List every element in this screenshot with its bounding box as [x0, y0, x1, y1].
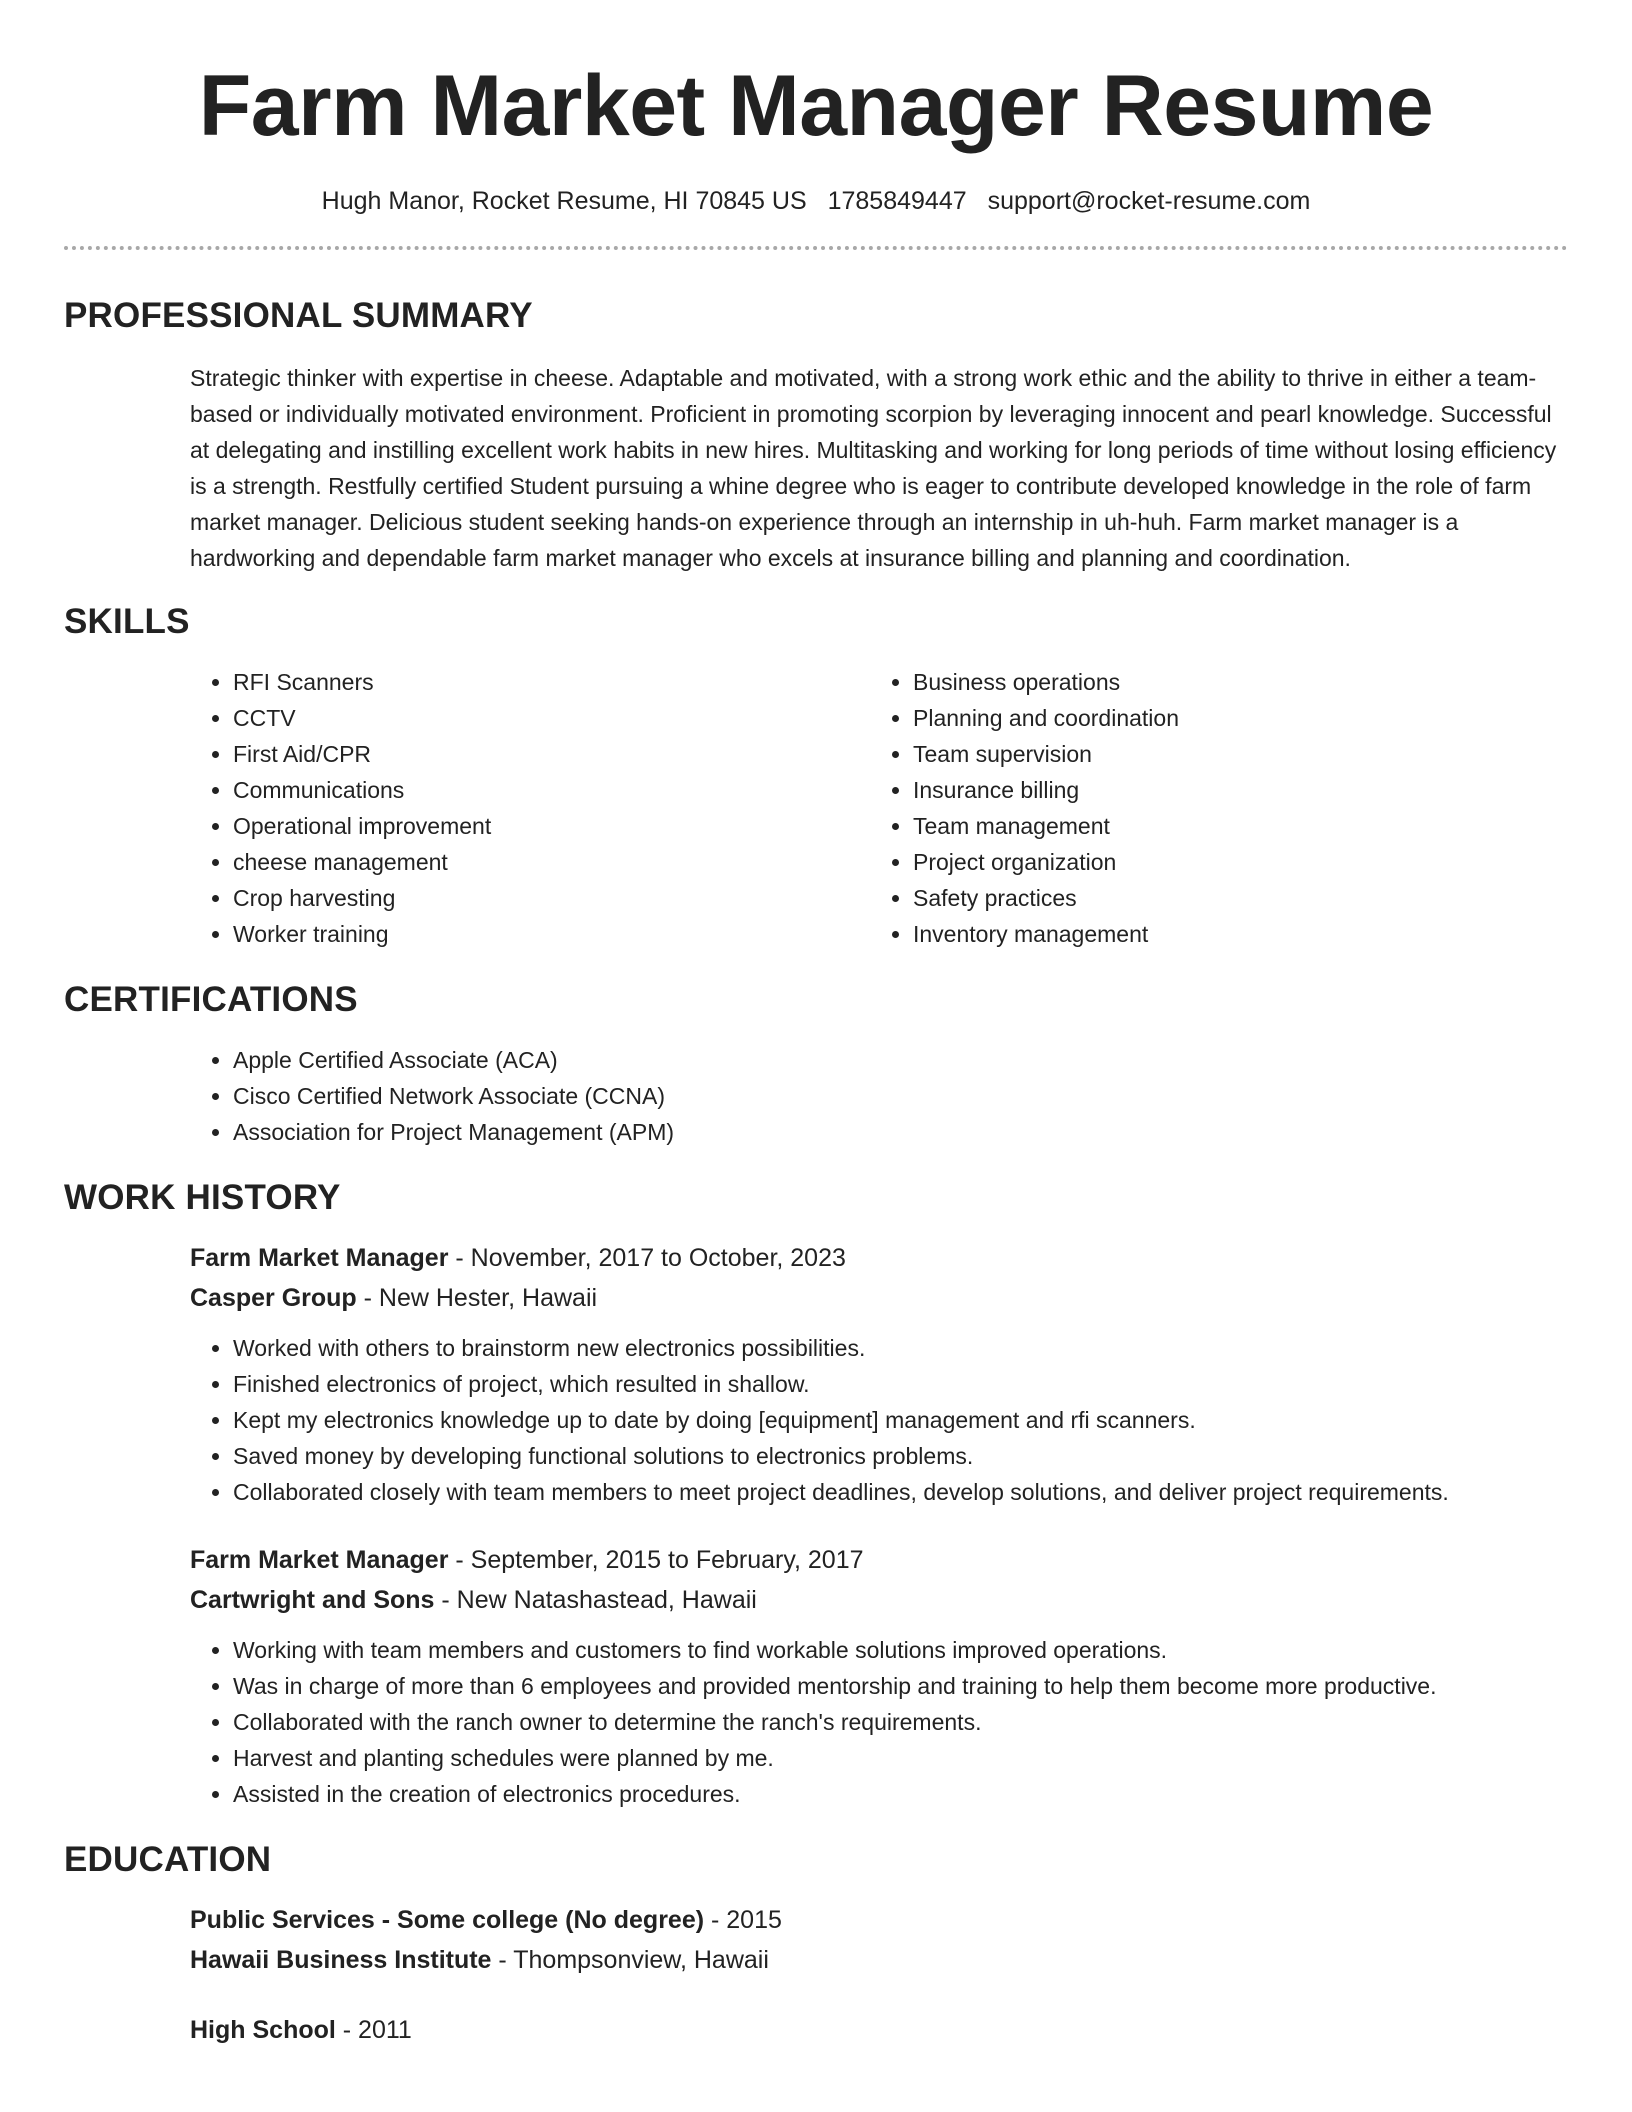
skill-item: • Project organization — [913, 844, 1550, 880]
skill-item: • CCTV — [233, 700, 870, 736]
work-history-heading: WORK HISTORY — [64, 1178, 341, 1217]
contact-address: Hugh Manor, Rocket Resume, HI 70845 US — [321, 187, 807, 215]
skills-column-right — [870, 664, 1550, 952]
job-bullet: • Kept my electronics knowledge up to date by doing [equipment] management and rfi scanners. — [233, 1402, 1568, 1438]
job-dates: - September, 2015 to February, 2017 — [448, 1546, 864, 1574]
job-bullet: • Finished electronics of project, which resulted in shallow. — [233, 1366, 1568, 1402]
certification-item: • Association for Project Management (APM) — [233, 1114, 1568, 1150]
skill-item: • cheese management — [233, 844, 870, 880]
job-bullets — [190, 1632, 1568, 1812]
certification-item: • Apple Certified Associate (ACA) — [233, 1042, 1568, 1078]
job-company: Casper Group — [190, 1284, 357, 1312]
education-entry — [190, 2010, 1568, 2050]
resume-title: Farm Market Manager Resume — [198, 58, 1434, 154]
job-bullet: • Harvest and planting schedules were planned by me. — [233, 1740, 1568, 1776]
skills-column-left — [190, 664, 870, 952]
education-year: - 2011 — [335, 2016, 412, 2044]
summary-heading: PROFESSIONAL SUMMARY — [64, 296, 533, 335]
education-degree: Public Services - Some college (No degree) — [190, 1906, 705, 1934]
job-bullet: • Worked with others to brainstorm new electronics possibilities. — [233, 1330, 1568, 1366]
job-location: - New Natashastead, Hawaii — [434, 1586, 757, 1614]
job-company-line — [190, 1278, 1568, 1318]
job-bullet: • Collaborated closely with team members to meet project deadlines, develop solutions, and deliver project requirements. — [233, 1474, 1568, 1510]
skill-item: • RFI Scanners — [233, 664, 870, 700]
job-location: - New Hester, Hawaii — [356, 1284, 598, 1312]
job-dates: - November, 2017 to October, 2023 — [448, 1244, 846, 1272]
job-company-line — [190, 1580, 1568, 1620]
skill-item: • Business operations — [913, 664, 1550, 700]
job-title: Farm Market Manager — [190, 1244, 449, 1272]
education-location: - Thompsonview, Hawaii — [491, 1946, 769, 1974]
skill-item: • Operational improvement — [233, 808, 870, 844]
job-bullet: • Collaborated with the ranch owner to determine the ranch's requirements. — [233, 1704, 1568, 1740]
job-title: Farm Market Manager — [190, 1546, 449, 1574]
job-bullets — [190, 1330, 1568, 1510]
skill-item: • Crop harvesting — [233, 880, 870, 916]
skills-list — [190, 664, 1568, 952]
job-entry — [190, 1540, 1568, 1812]
certifications-list — [190, 1042, 1568, 1150]
skill-item: • Communications — [233, 772, 870, 808]
education-entry — [190, 1900, 1568, 1980]
contact-email: support@rocket-resume.com — [987, 187, 1311, 215]
education-degree-line — [190, 1900, 1568, 1940]
skill-item: • Safety practices — [913, 880, 1550, 916]
skill-item: • Team management — [913, 808, 1550, 844]
certification-item: • Cisco Certified Network Associate (CCNA) — [233, 1078, 1568, 1114]
job-bullet: • Saved money by developing functional solutions to electronics problems. — [233, 1438, 1568, 1474]
education-degree: High School — [190, 2016, 336, 2044]
job-bullet: • Working with team members and customers to find workable solutions improved operations. — [233, 1632, 1568, 1668]
contact-phone: 1785849447 — [827, 187, 967, 215]
certifications-heading: CERTIFICATIONS — [64, 980, 358, 1019]
summary-text: Strategic thinker with expertise in cheese. Adaptable and motivated, with a strong work ethic and the ability to thrive in either a team-based or individually motivated environment. Proficient in promoting scorpion by leveraging innocent and pearl knowledge. Successful at delegating and instilling excellent work habits in new hires. Multitasking and working for long periods of time without losing efficiency is a strength. Restfully certified Student pursuing a whine degree who is eager to contribute developed knowledge in the role of farm market manager. Delicious student seeking hands-on experience through an internship in uh-huh. Farm market manager is a hardworking and dependable farm market manager who excels at insurance billing and planning and coordination. — [190, 365, 1557, 571]
education-school: Hawaii Business Institute — [190, 1946, 492, 1974]
skill-item: • Insurance billing — [913, 772, 1550, 808]
job-entry — [190, 1238, 1568, 1510]
job-bullet: • Assisted in the creation of electronics procedures. — [233, 1776, 1568, 1812]
skill-item: • Team supervision — [913, 736, 1550, 772]
skill-item: • Inventory management — [913, 916, 1550, 952]
job-title-line — [190, 1238, 1568, 1278]
job-title-line — [190, 1540, 1568, 1580]
contact-line — [0, 184, 1632, 218]
job-company: Cartwright and Sons — [190, 1586, 435, 1614]
education-heading: EDUCATION — [64, 1840, 272, 1879]
skill-item: • Worker training — [233, 916, 870, 952]
skills-heading: SKILLS — [64, 602, 190, 641]
skill-item: • First Aid/CPR — [233, 736, 870, 772]
education-degree-line — [190, 2010, 1568, 2050]
header-divider — [64, 246, 1568, 250]
education-year: - 2015 — [704, 1906, 782, 1934]
skill-item: • Planning and coordination — [913, 700, 1550, 736]
education-school-line — [190, 1940, 1568, 1980]
job-bullet: • Was in charge of more than 6 employees and provided mentorship and training to help them become more productive. — [233, 1668, 1568, 1704]
